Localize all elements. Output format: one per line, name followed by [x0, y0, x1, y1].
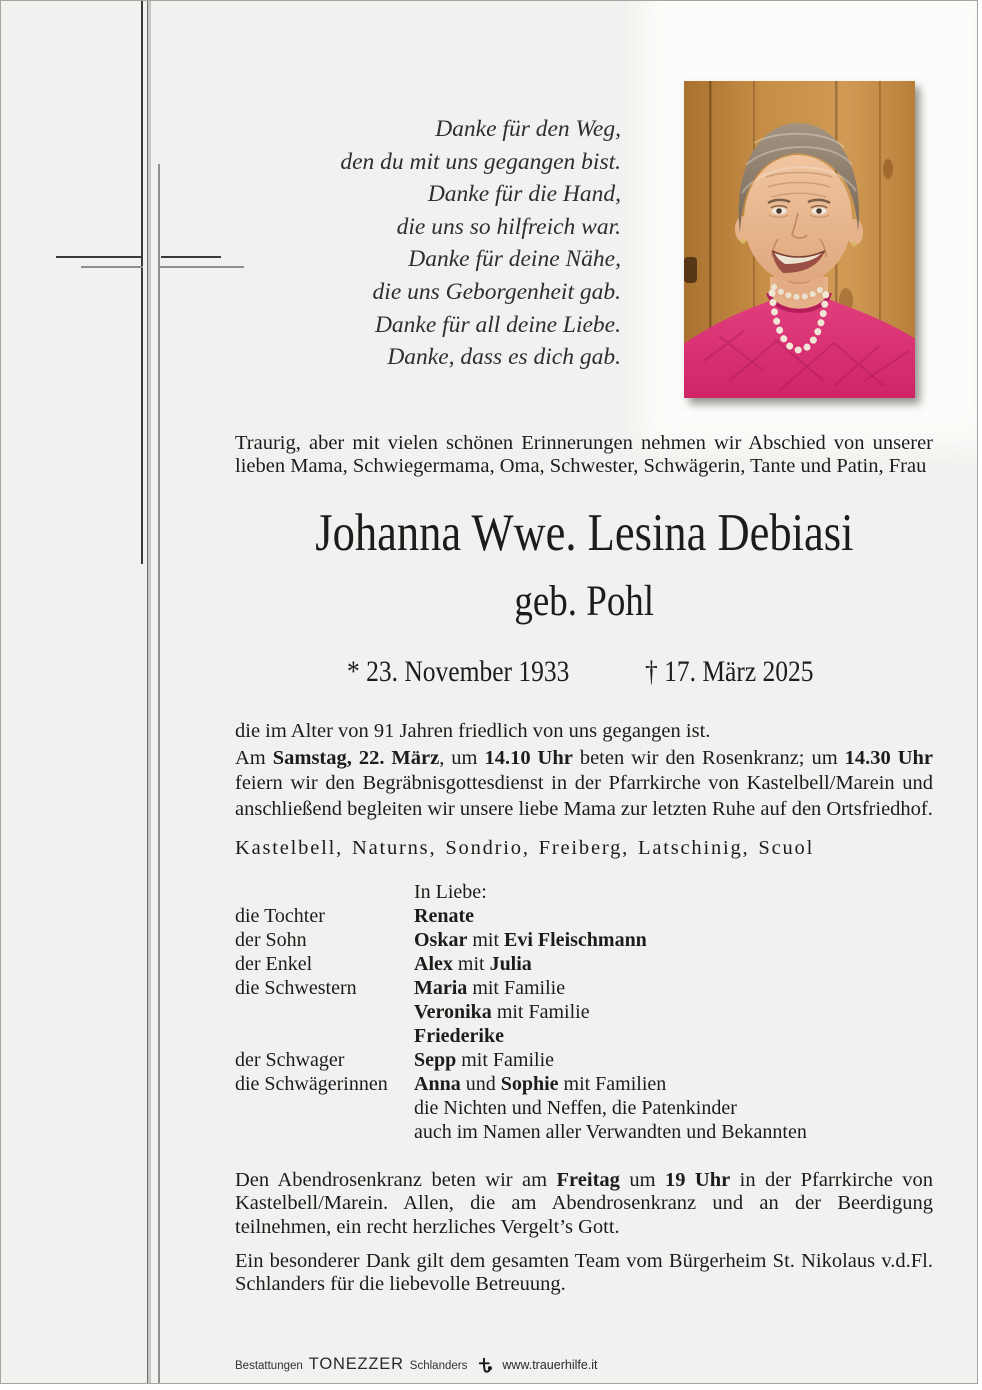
- evening-rosary-paragraph: Den Abendrosenkranz beten wir am Freitag um 19 Uhr in der Pfarrkirche von Kastelbell/Marein. Allen, die am Abendrosenkranz und an der Beerdigung teilnehmen, ein recht herzliches Vergelt’s Gott.: [235, 1169, 933, 1238]
- family-row-label: die Schwägerinnen: [235, 1073, 388, 1095]
- family-row-value: die Nichten und Neffen, die Patenkinder: [414, 1097, 737, 1119]
- footer-prefix: Bestattungen: [235, 1360, 303, 1372]
- deceased-name: [235, 506, 933, 562]
- maiden-name-text: geb. Pohl: [514, 578, 654, 625]
- footer: [235, 1355, 598, 1378]
- places-line: Kastelbell, Naturns, Sondrio, Freiberg, Latschinig, Scuol: [235, 837, 815, 859]
- thanks-paragraph: Ein besonderer Dank gilt dem gesamten Team vom Bürgerheim St. Nikolaus v.d.Fl. Schlanders für die liebevolle Betreuung.: [235, 1250, 933, 1296]
- portrait-photo: [684, 81, 915, 398]
- family-row-value: Renate: [414, 905, 474, 927]
- trauerhilfe-logo-icon: [477, 1357, 494, 1380]
- deceased-name-text: Johanna Wwe. Lesina Debiasi: [314, 504, 854, 562]
- cross-vertical-shadow: [158, 164, 160, 1384]
- portrait-illustration: [684, 81, 915, 398]
- family-row-value: Oskar mit Evi Fleischmann: [414, 929, 647, 951]
- birth-date-text: * 23. November 1933: [347, 655, 570, 688]
- family-row-label: die Tochter: [235, 905, 325, 927]
- family-row-value: Veronika mit Familie: [414, 1001, 590, 1023]
- poem-line: die uns Geborgenheit gab.: [372, 278, 621, 305]
- footer-location: Schlanders: [409, 1360, 468, 1372]
- cross-arm-left-shadow: [81, 266, 143, 268]
- family-row-value: Maria mit Familie: [414, 977, 566, 999]
- family-row-label: die Schwestern: [235, 977, 357, 999]
- family-row-value: Friederike: [414, 1025, 504, 1047]
- death-date: [645, 655, 843, 689]
- age-line: die im Alter von 91 Jahren friedlich von uns gegangen ist.: [235, 720, 711, 742]
- birth-date: [347, 655, 609, 689]
- in-love-label: In Liebe:: [414, 881, 487, 903]
- memorial-poem: [201, 113, 621, 374]
- death-date-text: † 17. März 2025: [645, 655, 814, 688]
- poem-line: Danke, dass es dich gab.: [387, 344, 621, 371]
- poem-line: Danke für die Hand,: [427, 181, 621, 208]
- funeral-paragraph: Am Samstag, 22. März, um 14.10 Uhr beten wir den Rosenkranz; um 14.30 Uhr feiern wir den Begräbnisgottesdienst in der Pfarrkirche von Kastelbell/Marein und anschließend begleiten wir unsere liebe Mama zur letzten Ruhe auf den Ortsfriedhof.: [235, 747, 933, 820]
- poem-line: die uns so hilfreich war.: [396, 213, 621, 240]
- poem-line: Danke für all deine Liebe.: [374, 311, 621, 338]
- cross-vertical-dark: [141, 1, 143, 564]
- intro-paragraph: Traurig, aber mit vielen schönen Erinnerungen nehmen wir Abschied von unserer lieben Mama, Schwiegermama, Oma, Schwester, Schwägerin, Tante und Patin, Frau: [235, 432, 933, 478]
- poem-line: Danke für deine Nähe,: [408, 246, 621, 273]
- cross-vertical-main: [147, 1, 151, 1384]
- footer-website: www.trauerhilfe.it: [502, 1358, 598, 1372]
- family-row-value: Alex mit Julia: [414, 953, 532, 975]
- family-row-label: der Sohn: [235, 929, 307, 951]
- family-row-value: Anna und Sophie mit Familien: [414, 1073, 667, 1095]
- family-row-label: der Schwager: [235, 1049, 345, 1071]
- cross-arm-left-dark: [56, 256, 141, 258]
- family-row-label: der Enkel: [235, 953, 313, 975]
- poem-line: den du mit uns gegangen bist.: [340, 148, 621, 175]
- footer-company: TONEZZER: [308, 1355, 404, 1373]
- family-row-value: auch im Namen aller Verwandten und Bekannten: [414, 1121, 807, 1143]
- maiden-name: [235, 579, 933, 624]
- family-row-value: Sepp mit Familie: [414, 1049, 555, 1071]
- poem-line: Danke für den Weg,: [435, 116, 621, 142]
